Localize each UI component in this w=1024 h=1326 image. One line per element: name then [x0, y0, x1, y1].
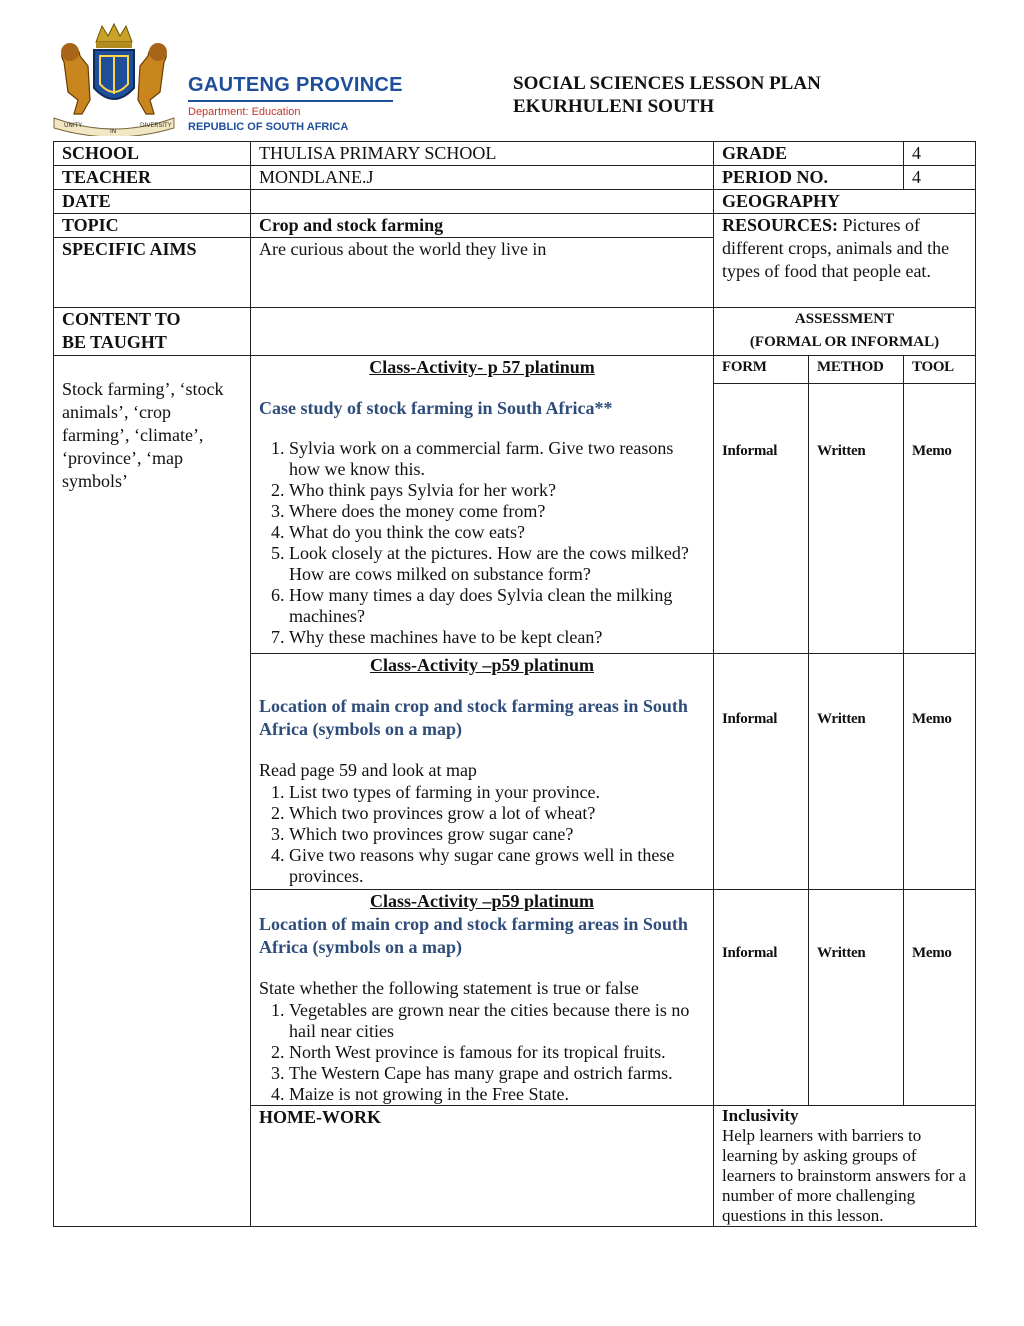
spacer	[259, 677, 705, 695]
question-item: 1. Vegetables are grown near the cities because there is no hail near cities	[289, 1000, 705, 1042]
question-item: 2. Who think pays Sylvia for her work?	[289, 480, 705, 501]
department-brand	[188, 74, 403, 133]
aims-label: SPECIFIC AIMS	[54, 238, 251, 308]
activity-1-questions	[259, 438, 705, 648]
question-item: 3. Where does the money come from?	[289, 501, 705, 522]
crest-motto-left: UNITY	[64, 122, 82, 129]
activity-3-questions	[259, 1000, 705, 1105]
crest-motto-mid: IN	[110, 128, 117, 135]
form-header: FORM	[714, 356, 809, 384]
spacer	[259, 420, 705, 438]
period-value: 4	[904, 166, 976, 190]
brand-department: Department: Education	[188, 106, 301, 118]
document-header	[0, 0, 1024, 140]
teacher-label: TEACHER	[54, 166, 251, 190]
tool-header: TOOL	[904, 356, 976, 384]
homework-text: Help learners with barriers to learning by asking groups of learners to brainstorm answers for a number of more challenging questions in this lesson.	[722, 1126, 967, 1225]
question-item: 3. The Western Cape has many grape and ostrich farms.	[289, 1063, 705, 1084]
coat-of-arms-icon	[44, 22, 184, 136]
homework-title: Inclusivity	[722, 1106, 799, 1125]
activity-1-method: Written	[809, 384, 904, 654]
period-label: PERIOD NO.	[714, 166, 904, 190]
date-label: DATE	[54, 190, 251, 214]
spacer	[259, 741, 705, 759]
brand-country: REPUBLIC OF SOUTH AFRICA	[188, 121, 349, 133]
content-terms: Stock farming’, ‘stock animals’, ‘crop farming’, ‘climate’, ‘province’, ‘map symbols’	[54, 356, 251, 1227]
spacer	[259, 379, 705, 397]
teacher-value: MONDLANE.J	[251, 166, 714, 190]
content-header-blank	[251, 308, 714, 356]
title-line-2: EKURHULENI SOUTH	[513, 96, 715, 117]
activity-2-subheading: Location of main crop and stock farming areas in South Africa (symbols on a map)	[259, 696, 688, 739]
question-item: 5. Look closely at the pictures. How are the cows milked? How are cows milked on substance form?	[289, 543, 705, 585]
activity-2-cell	[251, 654, 714, 890]
activity-2-form: Informal	[714, 654, 809, 890]
content-label-line-1: CONTENT TO	[62, 309, 181, 329]
content-label	[54, 308, 251, 356]
topic-value: Crop and stock farming	[251, 214, 714, 238]
method-header: METHOD	[809, 356, 904, 384]
date-value	[251, 190, 714, 214]
brand-rule	[188, 100, 393, 102]
homework-label: HOME-WORK	[251, 1106, 714, 1227]
brand-name: GAUTENG PROVINCE	[188, 74, 403, 96]
resources-label: RESOURCES:	[722, 215, 839, 235]
activity-1-heading: Class-Activity- p 57 platinum	[369, 357, 595, 377]
question-item: 1. Sylvia work on a commercial farm. Give two reasons how we know this.	[289, 438, 705, 480]
activity-2-method: Written	[809, 654, 904, 890]
activity-2-intro: Read page 59 and look at map	[259, 760, 477, 780]
question-item: 7. Why these machines have to be kept clean?	[289, 627, 705, 648]
resources-cell	[714, 214, 976, 308]
document-title	[513, 72, 821, 118]
assessment-label-line-2: (FORMAL OR INFORMAL)	[749, 334, 940, 350]
row-date	[54, 190, 976, 214]
row-school	[54, 142, 976, 166]
question-item: 3. Which two provinces grow sugar cane?	[289, 824, 705, 845]
spacer	[259, 959, 705, 977]
homework-cell	[714, 1106, 976, 1227]
activity-2-tool: Memo	[904, 654, 976, 890]
question-item: 1. List two types of farming in your province.	[289, 782, 705, 803]
question-item: 4. Give two reasons why sugar cane grows well in these provinces.	[289, 845, 705, 887]
question-item: 6. How many times a day does Sylvia clean the milking machines?	[289, 585, 705, 627]
activity-3-tool: Memo	[904, 890, 976, 1106]
activity-3-form: Informal	[714, 890, 809, 1106]
crest-motto-right: DIVERSITY	[140, 122, 172, 129]
aims-value: Are curious about the world they live in	[251, 238, 714, 308]
row-content-header	[54, 308, 976, 356]
resources-value: Pictures of different crops, animals and the types of food that people eat.	[722, 215, 950, 281]
assessment-header	[714, 308, 976, 356]
activity-2-questions	[259, 782, 705, 887]
grade-value: 4	[904, 142, 976, 166]
school-value: THULISA PRIMARY SCHOOL	[251, 142, 714, 166]
question-item: 2. Which two provinces grow a lot of wheat?	[289, 803, 705, 824]
activity-1-subheading: Case study of stock farming in South Africa**	[259, 398, 613, 418]
activity-1-cell	[251, 356, 714, 654]
activity-3-cell	[251, 890, 714, 1106]
row-teacher	[54, 166, 976, 190]
activity-3-heading: Class-Activity –p59 platinum	[369, 891, 594, 911]
row-topic	[54, 214, 976, 238]
activity-3-intro: State whether the following statement is true or false	[259, 978, 639, 998]
question-item: 4. What do you think the cow eats?	[289, 522, 705, 543]
row-activity-1-top	[54, 356, 976, 384]
activity-2-heading: Class-Activity –p59 platinum	[369, 655, 594, 675]
activity-3-subheading: Location of main crop and stock farming areas in South Africa (symbols on a map)	[259, 914, 688, 957]
lesson-plan-table	[53, 141, 976, 1227]
activity-1-tool: Memo	[904, 384, 976, 654]
assessment-label-line-1: ASSESSMENT	[794, 311, 895, 327]
question-item: 4. Maize is not growing in the Free State.	[289, 1084, 705, 1105]
title-line-1: SOCIAL SCIENCES LESSON PLAN	[513, 73, 821, 94]
content-label-line-2: BE TAUGHT	[62, 332, 167, 352]
subject-value: GEOGRAPHY	[714, 190, 976, 214]
grade-label: GRADE	[714, 142, 904, 166]
activity-1-form: Informal	[714, 384, 809, 654]
school-label: SCHOOL	[54, 142, 251, 166]
topic-label: TOPIC	[54, 214, 251, 238]
question-item: 2. North West province is famous for its tropical fruits.	[289, 1042, 705, 1063]
activity-3-method: Written	[809, 890, 904, 1106]
